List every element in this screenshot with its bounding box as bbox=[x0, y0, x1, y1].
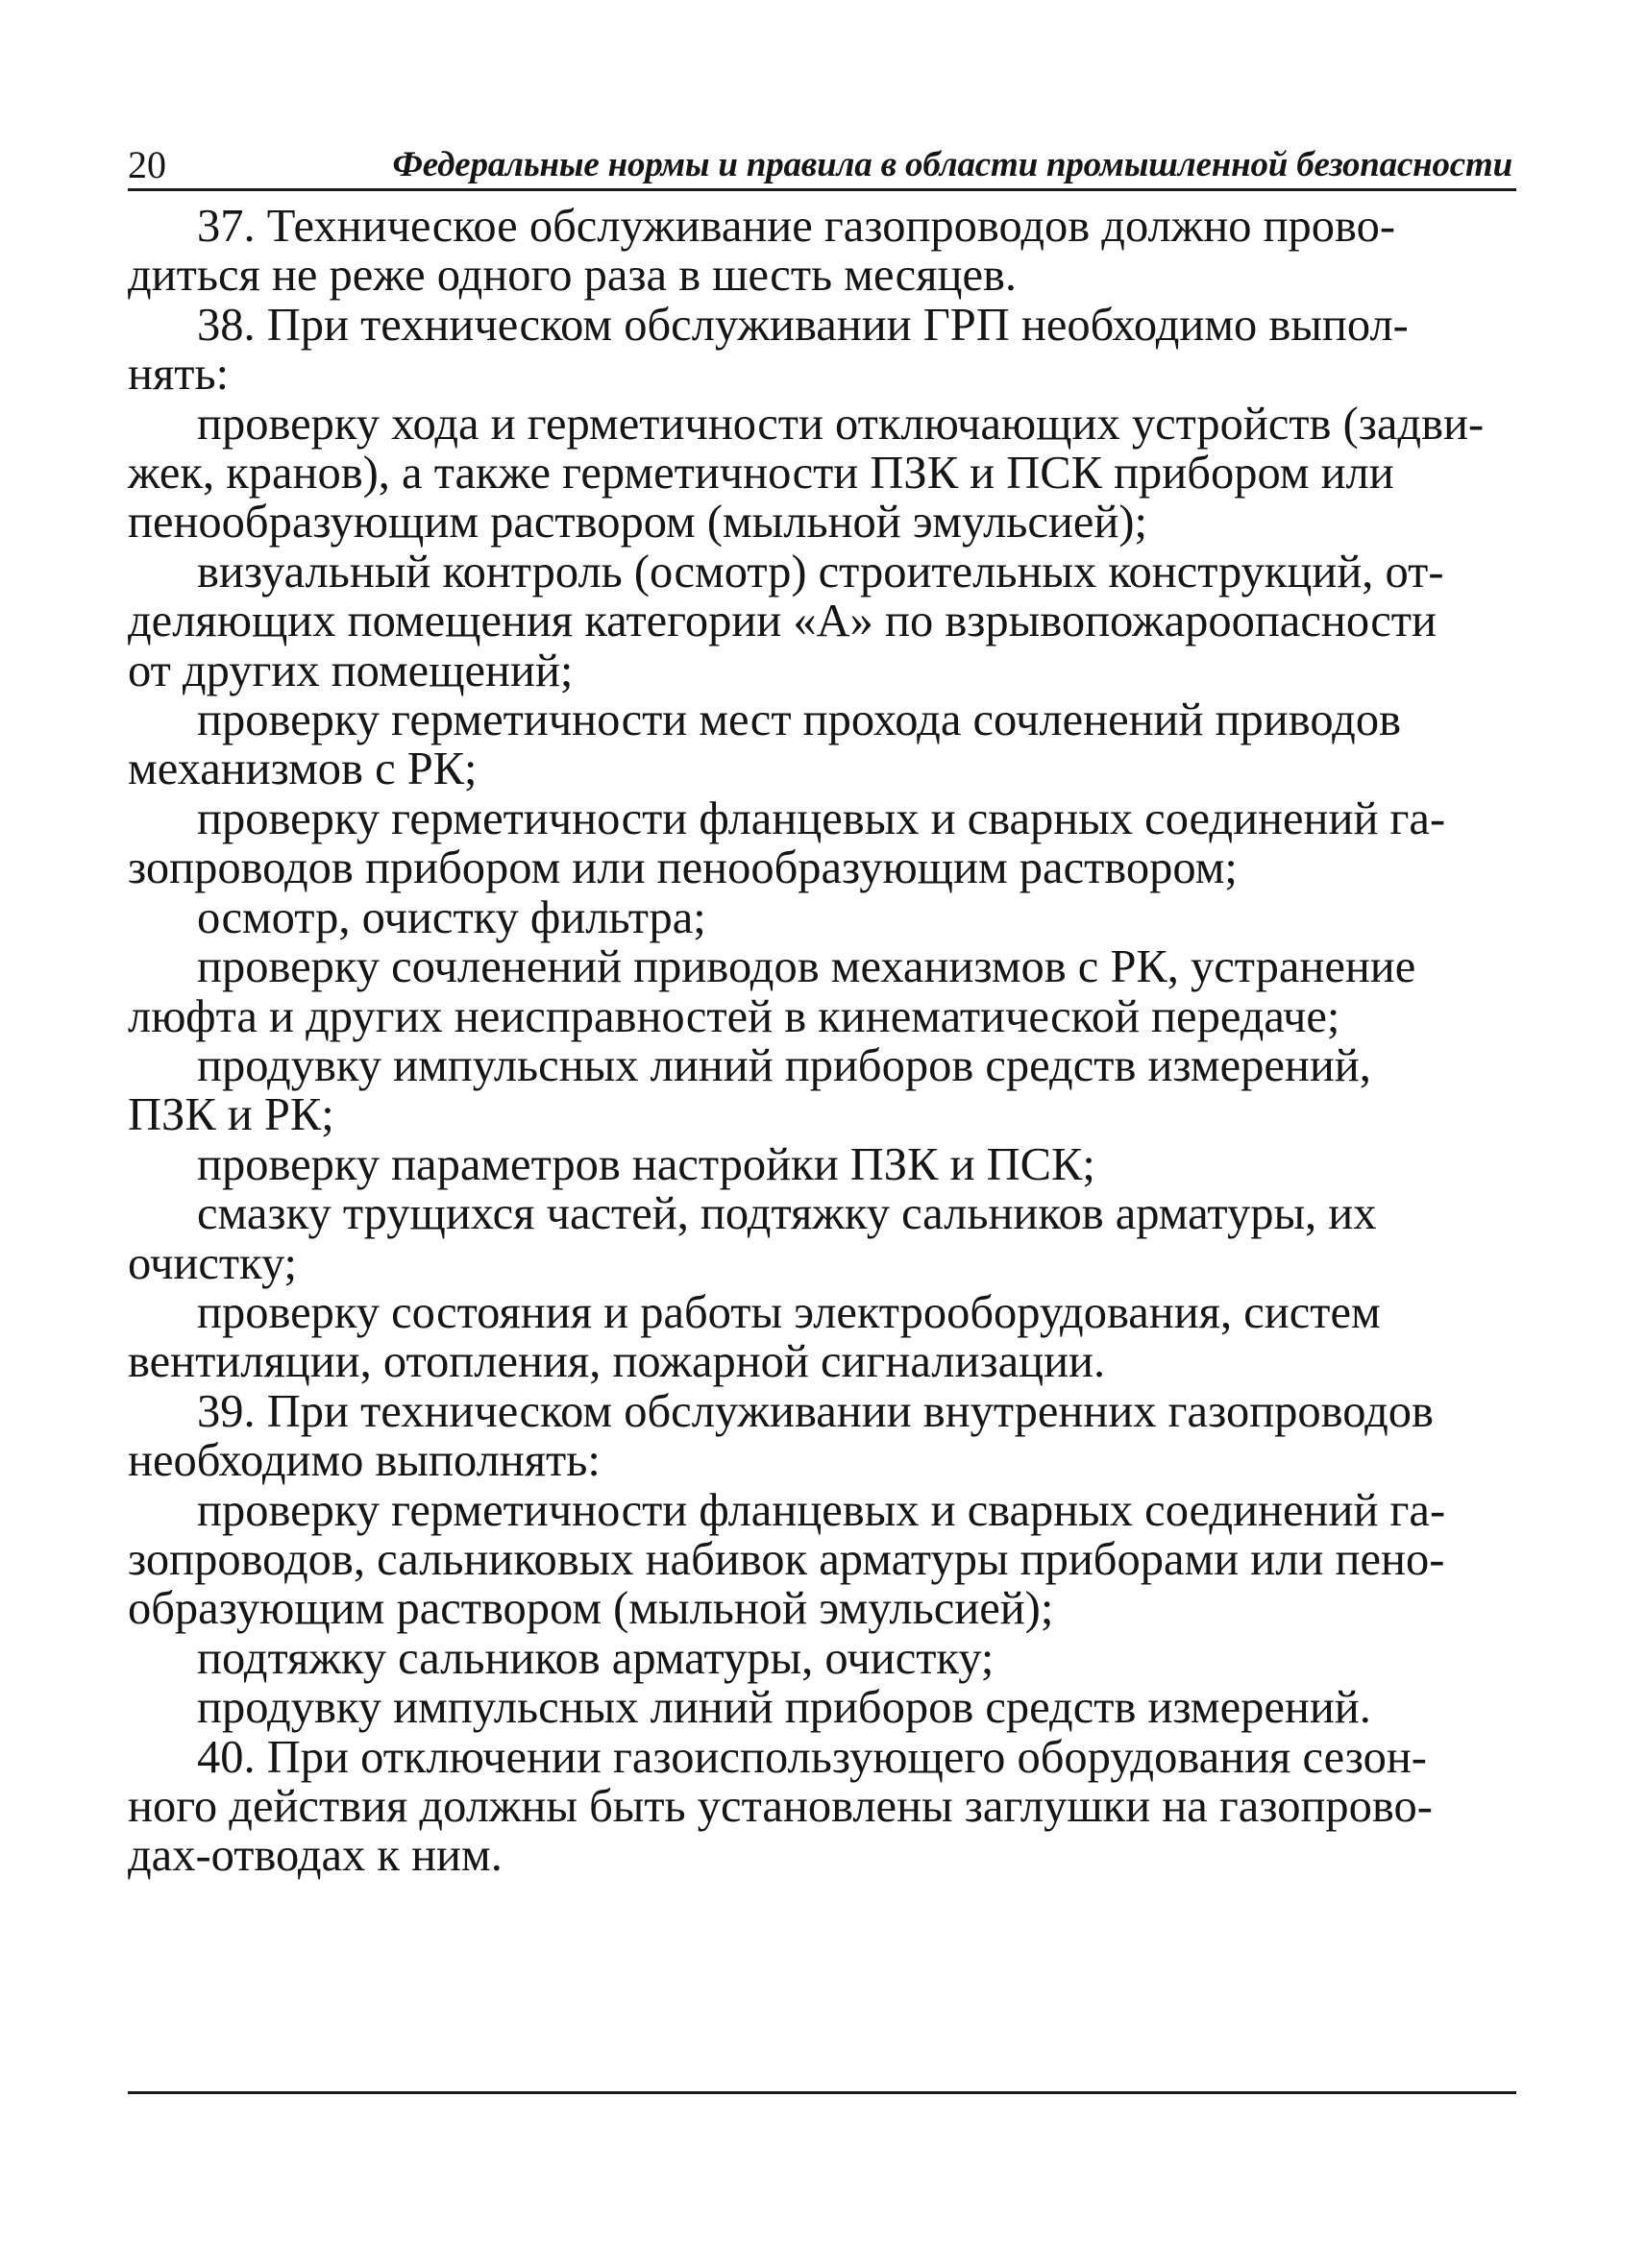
page-number: 20 bbox=[128, 143, 166, 186]
paragraph-38: 38. При техническом обслуживании ГРП необходимо выпол- нять: bbox=[128, 299, 1409, 401]
list-item-passage-tightness: проверку герметичности мест прохода сочленений приводов механизмов с РК; bbox=[128, 695, 1401, 795]
list-item-internal-flange-check: проверку герметичности фланцевых и сварных соединений га- зопроводов, сальниковых набивок арматуры приборами или пено- образующим раствором (мыльной эмульсией); bbox=[128, 1484, 1446, 1635]
list-item-lubrication: смазку трущихся частей, подтяжку сальников арматуры, их очистку; bbox=[128, 1188, 1377, 1289]
list-item-impulse-purge: продувку импульсных линий приборов средств измерений, ПЗК и РК; bbox=[128, 1039, 1371, 1141]
list-item-settings-check: проверку параметров настройки ПЗК и ПСК; bbox=[197, 1138, 1095, 1190]
list-item-visual-inspection: визуальный контроль (осмотр) строительных конструкций, от- деляющих помещения категории «А» по взрывопожароопасности от других помещений; bbox=[128, 546, 1444, 696]
list-item-gland-tightening: подтяжку сальников арматуры, очистку; bbox=[197, 1632, 995, 1684]
paragraph-37: 37. Техническое обслуживание газопроводов должно прово- диться не реже одного раза в шесть месяцев. bbox=[128, 201, 1396, 302]
page-body bbox=[128, 202, 1516, 1881]
page-header bbox=[128, 134, 1516, 191]
list-item-flange-check: проверку герметичности фланцевых и сварных соединений га- зопроводов прибором или пенообразующим раствором; bbox=[128, 793, 1446, 894]
list-item-electrical-check: проверку состояния и работы электрооборудования, систем вентиляции, отопления, пожарной сигнализации. bbox=[128, 1286, 1381, 1388]
list-item-valve-check: проверку хода и герметичности отключающих устройств (задви- жек, кранов), а также герметичности ПЗК и ПСК прибором или пенообразующим раствором (мыльной эмульсией); bbox=[128, 398, 1485, 549]
list-item-joint-check: проверку сочленений приводов механизмов с РК, устранение люфта и других неисправностей в кинематической передаче; bbox=[128, 941, 1416, 1042]
paragraph-40: 40. При отключении газоиспользующего оборудования сезон- ного действия должны быть установлены заглушки на газопрово- дах-отводах к ним. bbox=[128, 1731, 1433, 1882]
running-title: Федеральные нормы и правила в области промышленной безопасности bbox=[392, 145, 1512, 184]
list-item-filter-cleaning: осмотр, очистку фильтра; bbox=[197, 891, 706, 943]
paragraph-39: 39. При техническом обслуживании внутренних газопроводов необходимо выполнять: bbox=[128, 1385, 1434, 1487]
list-item-internal-impulse-purge: продувку импульсных линий приборов средств измерений. bbox=[197, 1682, 1371, 1734]
footer-rule bbox=[128, 2091, 1516, 2094]
